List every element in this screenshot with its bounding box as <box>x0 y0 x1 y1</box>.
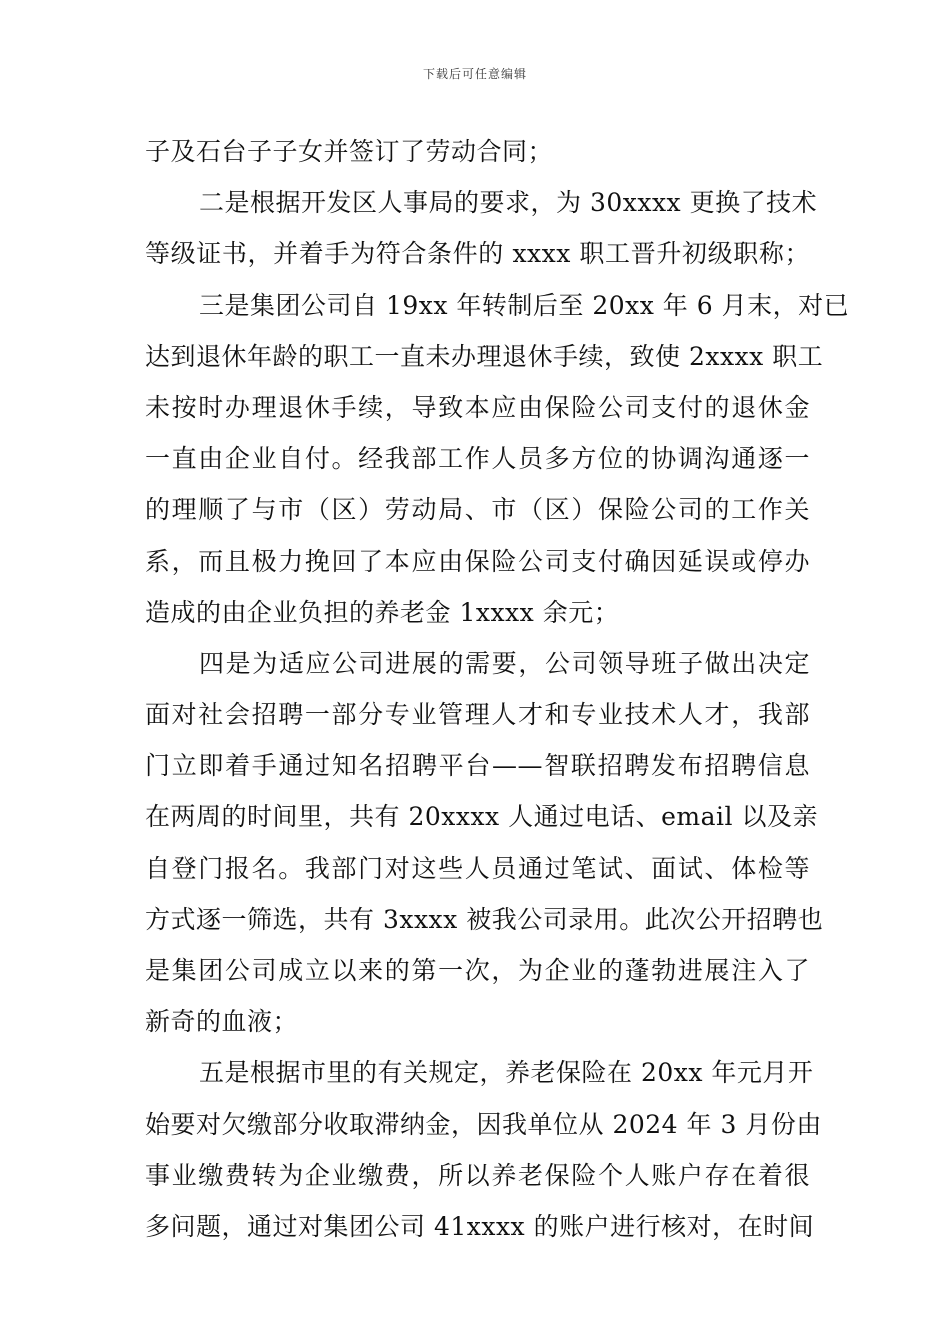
body-line: 二是根据开发区人事局的要求，为 30xxxx 更换了技术 <box>199 188 818 218</box>
document-body <box>145 126 850 1252</box>
body-line: 门立即着手通过知名招聘平台——智联招聘发布招聘信息 <box>145 751 810 781</box>
page-header: 下载后可任意编辑 <box>422 67 527 81</box>
body-line: 的理顺了与市（区）劳动局、市（区）保险公司的工作关 <box>145 495 810 525</box>
body-line: 事业缴费转为企业缴费，所以养老保险个人账户存在着很 <box>145 1160 810 1190</box>
body-line: 子及石台子子女并签订了劳动合同； <box>145 137 554 166</box>
body-line: 造成的由企业负担的养老金 1xxxx 余元； <box>145 597 620 627</box>
body-line: 一直由企业自付。经我部工作人员多方位的协调沟通逐一 <box>145 444 810 474</box>
body-line: 五是根据市里的有关规定，养老保险在 20xx 年元月开 <box>199 1058 814 1088</box>
body-line: 是集团公司成立以来的第一次，为企业的蓬勃进展注入了 <box>145 956 810 985</box>
body-line: 四是为适应公司进展的需要，公司领导班子做出决定 <box>199 648 810 678</box>
body-line: 始要对欠缴部分收取滞纳金，因我单位从 2024 年 3 月份由 <box>145 1109 822 1139</box>
body-line: 新奇的血液； <box>145 1007 299 1037</box>
body-line: 达到退休年龄的职工一直未办理退休手续，致使 2xxxx 职工 <box>145 341 824 371</box>
body-line: 三是集团公司自 19xx 年转制后至 20xx 年 6 月末，对已 <box>199 290 850 320</box>
body-line: 等级证书，并着手为符合条件的 xxxx 职工晋升初级职称； <box>145 239 810 269</box>
body-line: 系，而且极力挽回了本应由保险公司支付确因延误或停办 <box>145 546 810 576</box>
body-line: 未按时办理退休手续，导致本应由保险公司支付的退休金 <box>145 392 810 422</box>
body-line: 在两周的时间里，共有 20xxxx 人通过电话、email 以及亲 <box>145 802 818 832</box>
body-line: 面对社会招聘一部分专业管理人才和专业技术人才，我部 <box>145 700 810 730</box>
body-line: 多问题，通过对集团公司 41xxxx 的账户进行核对，在时间 <box>145 1211 815 1241</box>
body-line: 方式逐一筛选，共有 3xxxx 被我公司录用。此次公开招聘也 <box>145 904 824 934</box>
body-line: 自登门报名。我部门对这些人员通过笔试、面试、体检等 <box>145 853 810 883</box>
